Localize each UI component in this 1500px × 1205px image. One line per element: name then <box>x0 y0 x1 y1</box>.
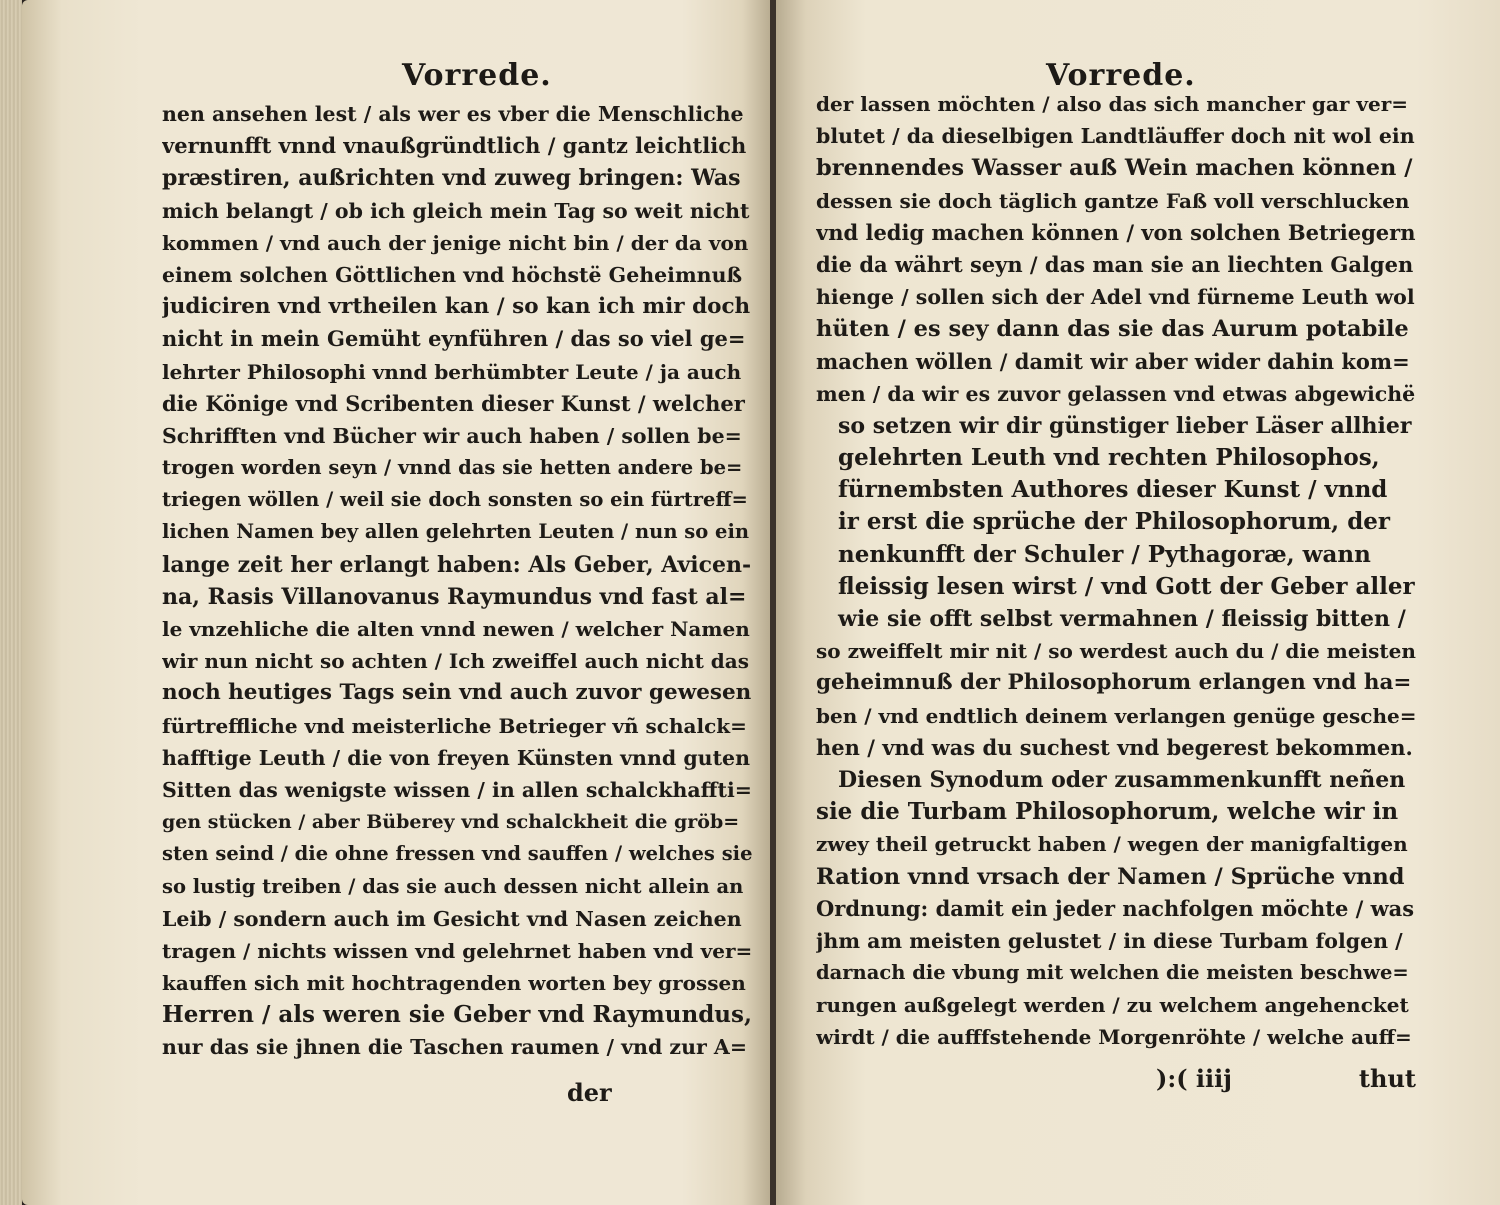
text-line: wirdt / die aufffstehende Morgenröhte / welche auff= <box>816 1025 1412 1050</box>
text-line: kommen / vnd auch der jenige nicht bin / der da von <box>162 230 749 255</box>
text-line: hüten / es sey dann das sie das Aurum potabile <box>816 316 1409 343</box>
text-line: ir erst die sprüche der Philosophorum, der <box>838 508 1391 536</box>
text-line: vernunfft vnnd vnaußgründtlich / gantz leichtlich <box>162 133 747 159</box>
text-line: hen / vnd was du suchest vnd begerest bekommen. <box>816 734 1413 760</box>
text-line: so lustig treiben / das sie auch dessen nicht allein an <box>162 874 744 898</box>
right-catchword: thut <box>1358 1064 1416 1093</box>
signature-mark: ):( iiij <box>1156 1064 1232 1093</box>
text-line: fürnembsten Authores dieser Kunst / vnnd <box>838 476 1388 504</box>
right-page-text <box>816 88 1416 1054</box>
text-line: nen ansehen lest / als wer es vber die Menschliche <box>162 102 744 126</box>
left-page-text <box>162 98 752 1064</box>
text-line: brennendes Wasser auß Wein machen können / <box>816 155 1413 182</box>
text-line: præstiren, außrichten vnd zuweg bringen: Was <box>162 165 741 192</box>
left-catchword: der <box>567 1078 612 1107</box>
text-line: wir nun nicht so achten / Ich zweiffel auch nicht das <box>162 649 750 674</box>
text-line: fleissig lesen wirst / vnd Gott der Geber aller <box>838 572 1415 600</box>
text-line: darnach die vbung mit welchen die meisten beschwe= <box>816 961 1409 985</box>
text-line: trogen worden seyn / vnnd das sie hetten andere be= <box>162 456 743 480</box>
text-line: lange zeit her erlangt haben: Als Geber, Avicen- <box>162 551 752 578</box>
text-line: nenkunfft der Schuler / Pythagoræ, wann <box>838 540 1371 568</box>
text-line: wie sie offt selbst vermahnen / fleissig bitten / <box>838 606 1406 632</box>
text-line: blutet / da dieselbigen Landtläuffer doch nit wol ein <box>816 124 1415 149</box>
text-line: so setzen wir dir günstiger lieber Läser allhier <box>838 412 1412 439</box>
text-line: zwey theil getruckt haben / wegen der manigfaltigen <box>816 832 1408 857</box>
text-line: jhm am meisten gelustet / in diese Turbam folgen / <box>816 928 1403 953</box>
text-line: die da währt seyn / das man sie an liechten Galgen <box>816 251 1414 277</box>
text-line: ben / vnd endtlich deinem verlangen genüge gesche= <box>816 703 1416 728</box>
text-line: Sitten das wenigste wissen / in allen schalckhaffti= <box>162 777 752 802</box>
text-line: rungen außgelegt werden / zu welchem angehencket <box>816 993 1409 1018</box>
text-line: mich belangt / ob ich gleich mein Tag so weit nicht <box>162 198 750 223</box>
text-line: fürtreffliche vnd meisterliche Betrieger vñ schalck= <box>162 713 747 738</box>
text-line: der lassen möchten / also das sich mancher gar ver= <box>816 92 1408 116</box>
text-line: le vnzehliche die alten vnnd newen / welcher Namen <box>162 617 750 641</box>
text-line: Ration vnnd vrsach der Namen / Sprüche vnnd <box>816 863 1405 890</box>
text-line: lehrter Philosophi vnnd berhümbter Leute / ja auch <box>162 359 742 384</box>
text-line: sten seind / die ohne fressen vnd sauffen / welches sie <box>162 842 752 866</box>
left-page <box>22 0 770 1205</box>
text-line: judiciren vnd vrtheilen kan / so kan ich mir doch <box>162 294 751 320</box>
text-line: nicht in mein Gemüht eynführen / das so viel ge= <box>162 326 746 352</box>
text-line: gelehrten Leuth vnd rechten Philosophos, <box>838 444 1380 472</box>
text-line: so zweiffelt mir nit / so werdest auch du / die meisten <box>816 639 1416 664</box>
right-page-title: Vorrede. <box>1046 58 1196 93</box>
text-line: sie die Turbam Philosophorum, welche wir in <box>816 798 1399 826</box>
text-line: Diesen Synodum oder zusammenkunfft neñen <box>838 766 1406 793</box>
page-edge-stack <box>0 0 22 1205</box>
left-page-title: Vorrede. <box>402 58 552 93</box>
right-page <box>776 0 1500 1205</box>
text-line: dessen sie doch täglich gantze Faß voll verschlucken <box>816 188 1410 213</box>
text-line: hienge / sollen sich der Adel vnd fürneme Leuth wol <box>816 285 1415 310</box>
text-line: vnd ledig machen können / von solchen Betriegern <box>816 219 1416 245</box>
text-line: hafftige Leuth / die von freyen Künsten vnnd guten <box>162 745 750 770</box>
text-line: kauffen sich mit hochtragenden worten bey grossen <box>162 971 746 996</box>
text-line: nur das sie jhnen die Taschen raumen / vnd zur A= <box>162 1035 747 1060</box>
text-line: noch heutiges Tags sein vnd auch zuvor gewesen <box>162 680 752 706</box>
text-line: die Könige vnd Scribenten dieser Kunst / welcher <box>162 390 745 416</box>
text-line: Herren / als weren sie Geber vnd Raymundus, <box>162 1001 752 1029</box>
text-line: lichen Namen bey allen gelehrten Leuten / nun so ein <box>162 520 750 544</box>
text-line: gen stücken / aber Büberey vnd schalckheit die gröb= <box>162 811 740 834</box>
text-line: na, Rasis Villanovanus Raymundus vnd fast al= <box>162 583 747 610</box>
text-line: triegen wöllen / weil sie doch sonsten so ein fürtreff= <box>162 488 748 512</box>
text-line: tragen / nichts wissen vnd gelehrnet haben vnd ver= <box>162 938 752 963</box>
text-line: machen wöllen / damit wir aber wider dahin kom= <box>816 348 1410 374</box>
text-line: einem solchen Göttlichen vnd höchstë Geheimnuß <box>162 262 743 287</box>
text-line: men / da wir es zuvor gelassen vnd etwas abgewichë <box>816 381 1416 406</box>
text-line: Schrifften vnd Bücher wir auch haben / sollen be= <box>162 423 742 448</box>
text-line: Leib / sondern auch im Gesicht vnd Nasen zeichen <box>162 906 742 931</box>
text-line: Ordnung: damit ein jeder nachfolgen möchte / was <box>816 895 1415 921</box>
text-line: geheimnuß der Philosophorum erlangen vnd ha= <box>816 670 1412 696</box>
